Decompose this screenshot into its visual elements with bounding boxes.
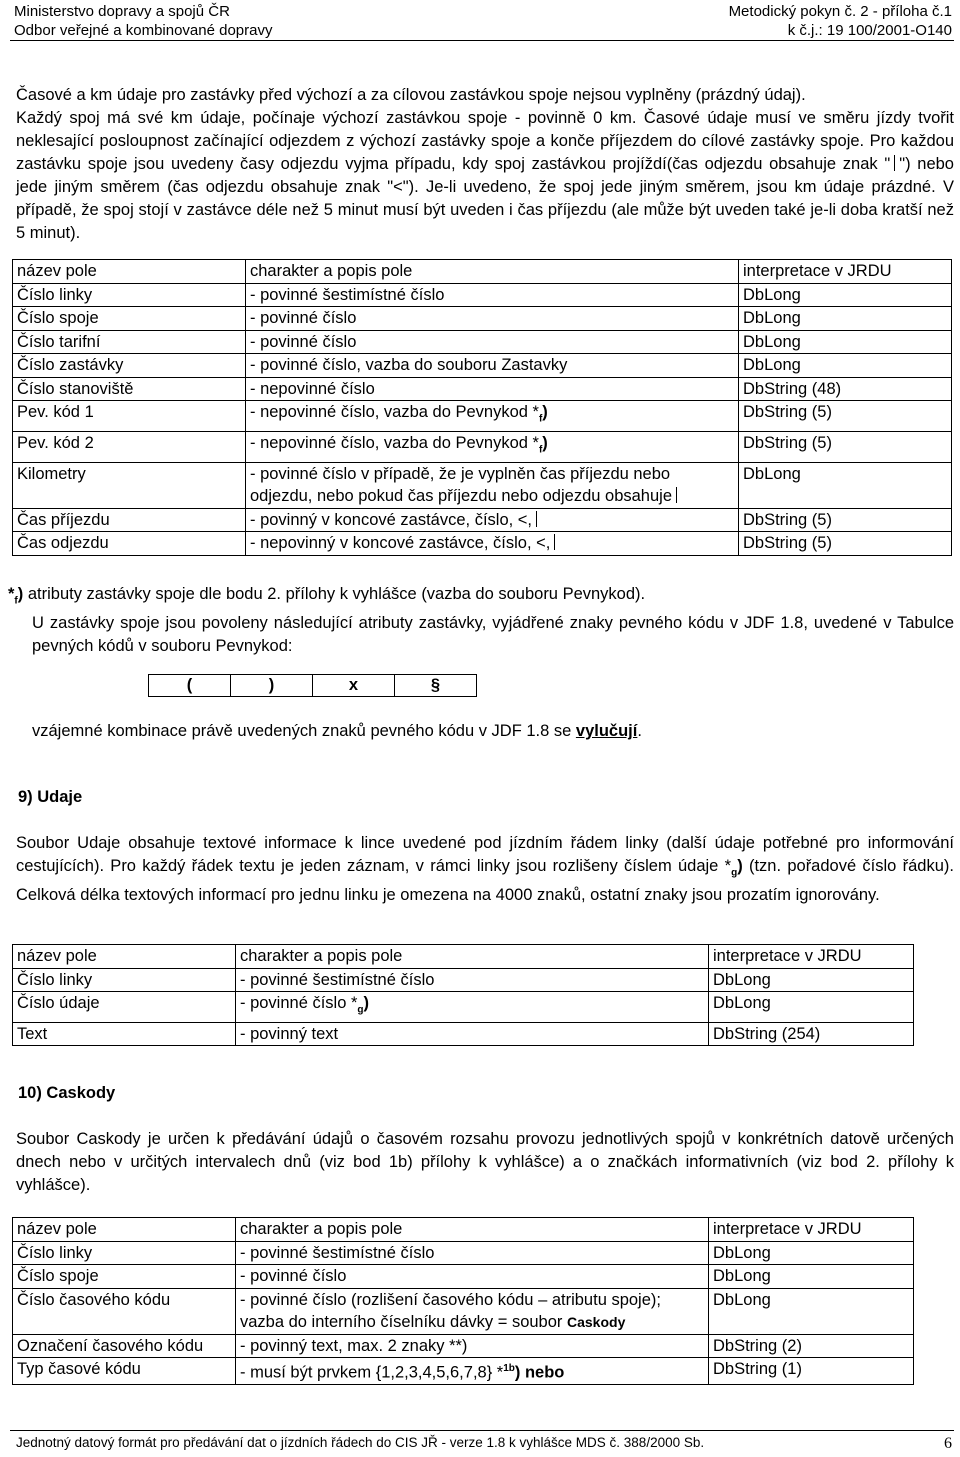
table-row: Typ časové kódu - musí být prvkem {1,2,3,4,5,6,7,8} *$^{1b}$) nebo DbString (1) <box>13 1358 914 1385</box>
header-left <box>14 2 273 40</box>
table-header-row <box>13 260 952 284</box>
fixed-code-glyphs <box>148 674 477 697</box>
table-row: Text - povinný text DbString (254) <box>13 1022 914 1046</box>
table-row: Číslo stanoviště - nepovinné číslo DbString (48) <box>13 377 952 401</box>
exclusion-note: vzájemné kombinace právě uvedených znaků pevného kódu v JDF 1.8 se vylučují. <box>32 722 642 740</box>
pass-through-mark <box>554 534 555 550</box>
table-row: Číslo linky - povinné šestimístné číslo DbLong <box>13 968 914 992</box>
table-row: Pev. kód 2 - nepovinné číslo, vazba do Pevnykod $*_f$) DbString (5) <box>13 431 952 462</box>
col-header-desc: charakter a popis pole <box>246 260 739 284</box>
table-row: Číslo časového kódu - povinné číslo (rozlišení časového kódu – atributu spoje); vazba do interního číselníku dávky = soubor Caskody DbLong <box>13 1288 914 1334</box>
table-row: Číslo zastávky - povinné číslo, vazba do souboru Zastavky DbLong <box>13 354 952 378</box>
table-row: Číslo linky - povinné šestimístné číslo DbLong <box>13 283 952 307</box>
table-row: Číslo spoje - povinné číslo DbLong <box>13 307 952 331</box>
intro-line-2: Každý spoj má své km údaje, počínaje výchozí zastávkou spoje - povinně 0 km. Časové údaje musí ve směru jízdy tvořit neklesající posloupnost začínající odjezdem z výchozí zastávky spoje a konče příjezdem do cílové zastávky spoje. Pro každou zastávku spoje jsou uvedeny časy odjezdu vyjma případu, kdy spoj zastávkou projíždí(čas odjezdu obsahuje znak " ") nebo jede jiným směrem (čas odjezdu obsahuje znak "<"). Je-li uvedeno, že spoj jede jiným směrem, jsou km údaje prázdné. V případě, že spoj stojí v zastávce déle než 5 minut musí být uveden i čas příjezdu (ale může být uveden také je-li doba kratší než 5 minut). <box>16 109 954 242</box>
table-header-row: název pole charakter a popis pole interpretace v JRDU <box>13 945 914 969</box>
pass-through-mark <box>536 511 537 527</box>
table-row: Čas příjezdu - povinný v koncové zastávce, číslo, <, DbString (5) <box>13 508 952 532</box>
table-row: Čas odjezdu - nepovinný v koncové zastávce, číslo, <, DbString (5) <box>13 532 952 556</box>
header-right <box>729 2 952 40</box>
footnote-detail: U zastávky spoje jsou povoleny následující atributy zastávky, vyjádřené znaky pevného kódu v JDF 1.8, uvedené v Tabulce pevných kódů v souboru Pevnykod: <box>32 614 954 656</box>
pass-through-mark <box>676 487 677 503</box>
table-row: Číslo tarifní - povinné číslo DbLong <box>13 330 952 354</box>
footer-text: Jednotný datový formát pro předávání dat o jízdních řádech do CIS JŘ - verze 1.8 k vyhlášce MDS č. 388/2000 Sb. <box>16 1435 705 1450</box>
document-ref: Metodický pokyn č. 2 - příloha č.1 <box>728 3 952 20</box>
glyph-section: § <box>395 675 477 697</box>
section-10-title: 10) Caskody <box>18 1084 116 1102</box>
department-name: Odbor veřejné a kombinované dopravy <box>14 22 273 39</box>
header-divider <box>10 40 954 41</box>
section-10-paragraph: Soubor Caskody je určen k předávání údajů o časovém rozsahu provozu jednotlivých spojů v konkrétních datově určených dnech nebo v určitých intervalech dnů (viz bod 1b) přílohy k vyhlášce) a o značkách informativních (viz bod 2. přílohy k vyhlášce). <box>16 1130 954 1194</box>
caskody-table <box>12 1217 914 1385</box>
page-footer <box>10 1430 954 1452</box>
glyph-open-paren: ( <box>149 675 231 697</box>
glyph-close-paren: ) <box>231 675 313 697</box>
table-row: Číslo linky - povinné šestimístné číslo DbLong <box>13 1241 914 1265</box>
intro-paragraph <box>16 84 954 245</box>
table-row: Kilometry - povinné číslo v případě, že je vyplněn čas příjezdu nebo odjezdu, nebo pokud čas příjezdu nebo odjezdu obsahuje DbLong <box>13 462 952 508</box>
page-header <box>0 0 960 40</box>
footnote-f: $*_f$) atributy zastávky spoje dle bodu 2. přílohy k vyhlášce (vazba do souboru Pevnykod). U zastávky spoje jsou povoleny následující atributy zastávky, vyjádřené znaky pevného kódu v JDF 1.8, uvedené v Tabulce pevných kódů v souboru Pevnykod: <box>8 583 954 658</box>
col-header-type: interpretace v JRDU <box>739 260 952 284</box>
glyph-x: x <box>313 675 395 697</box>
footnote-marker: * <box>8 585 15 603</box>
table-header-row: název pole charakter a popis pole interpretace v JRDU <box>13 1218 914 1242</box>
table-row: Označení časového kódu - povinný text, max. 2 znaky **) DbString (2) <box>13 1334 914 1358</box>
table-row: Číslo údaje - povinné číslo $*_g$) DbLong <box>13 992 914 1023</box>
page-number: 6 <box>944 1435 952 1452</box>
footnote-text: atributy zastávky spoje dle bodu 2. přílohy k vyhlášce (vazba do souboru Pevnykod). <box>27 585 646 603</box>
intro-line-1: Časové a km údaje pro zastávky před výchozí a za cílovou zastávkou spoje nejsou vyplněny (prázdný údaj). <box>16 86 806 104</box>
zasspoje-table <box>12 259 952 556</box>
table-row: Číslo spoje - povinné číslo DbLong <box>13 1265 914 1289</box>
col-header-name: název pole <box>13 260 246 284</box>
table-row: Pev. kód 1 - nepovinné číslo, vazba do Pevnykod $*_f$) DbString (5) <box>13 401 952 432</box>
udaje-table <box>12 944 914 1046</box>
section-9-title: 9) Udaje <box>18 788 83 806</box>
section-9-paragraph: Soubor Udaje obsahuje textové informace k lince uvedené pod jízdním řádem linky (další údaje potřebné pro informování cestujících). Pro každý řádek textu je jeden záznam, v rámci linky jsou rozlišeny číslem údaje $*_g$) (tzn. pořadové číslo řádku). Celková délka textových informací pro jednu linku je omezena na 4000 znaků, ostatní znaky jsou prozatím ignorovány. <box>16 834 954 905</box>
ministry-name: Ministerstvo dopravy a spojů ČR <box>14 3 230 20</box>
case-number: k č.j.: 19 100/2001-O140 <box>787 22 952 39</box>
pass-through-mark <box>894 155 895 171</box>
